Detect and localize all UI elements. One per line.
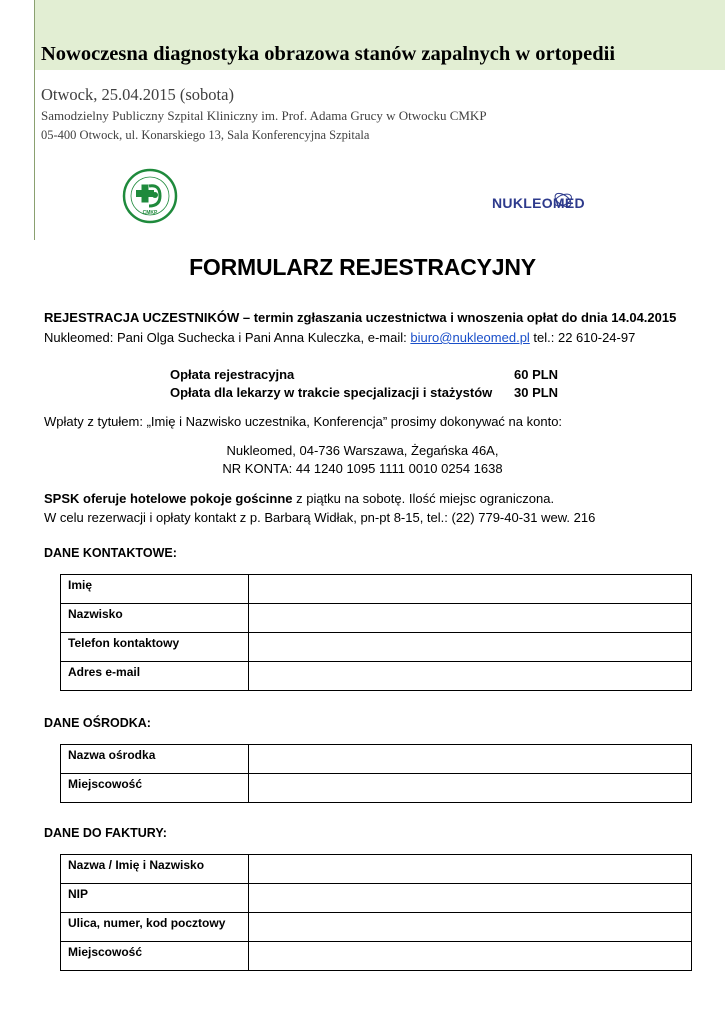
hotel-rest: z piątku na sobotę. Ilość miejsc ograniczona.	[292, 491, 555, 506]
account-line-2: NR KONTA: 44 1240 1095 1111 0010 0254 1638	[222, 461, 503, 476]
street-input[interactable]	[249, 913, 691, 941]
invoice-city-input[interactable]	[249, 942, 691, 970]
table-row	[61, 633, 692, 662]
hotel-bold: SPSK oferuje hotelowe pokoje gościnne	[44, 491, 293, 506]
institution-name-input[interactable]	[249, 745, 691, 773]
field-label: Nazwisko	[61, 604, 249, 633]
table-row	[61, 745, 692, 774]
conference-address: 05-400 Otwock, ul. Konarskiego 13, Sala Konferencyjna Szpitala	[41, 128, 370, 142]
fee-amount-2: 30 PLN	[514, 385, 559, 400]
section-contact-label: DANE KONTAKTOWE:	[44, 546, 177, 560]
field-label: Imię	[61, 575, 249, 604]
table-row	[61, 662, 692, 691]
registration-contact	[44, 330, 635, 346]
table-row	[61, 774, 692, 803]
nip-input[interactable]	[249, 884, 691, 912]
field-label: Nazwa / Imię i Nazwisko	[61, 855, 249, 884]
field-label: Adres e-mail	[61, 662, 249, 691]
section-invoice-label: DANE DO FAKTURY:	[44, 826, 167, 840]
fee-amount-1: 60 PLN	[514, 367, 559, 382]
last-name-input[interactable]	[249, 604, 691, 632]
institution-table	[60, 744, 692, 803]
table-row	[61, 884, 692, 913]
conference-date: Otwock, 25.04.2015 (sobota)	[41, 85, 234, 104]
field-label: NIP	[61, 884, 249, 913]
nukleomed-logo-text: NUKLEOMED	[492, 195, 585, 211]
invoice-table	[60, 854, 692, 971]
hotel-contact: W celu rezerwacji i opłaty kontakt z p. Barbarą Widłak, pn-pt 8-15, tel.: (22) 779-40-31 wew. 216	[44, 510, 596, 525]
table-row	[61, 575, 692, 604]
cmkp-logo-text: CMKP	[142, 210, 158, 216]
conference-venue: Samodzielny Publiczny Szpital Kliniczny im. Prof. Adama Grucy w Otwocku CMKP	[41, 108, 487, 123]
conference-title: Nowoczesna diagnostyka obrazowa stanów zapalnych w ortopedii	[41, 43, 616, 65]
contact-text: Nukleomed: Pani Olga Suchecka i Pani Anna Kuleczka, e-mail:	[44, 330, 411, 345]
section-institution-label: DANE OŚRODKA:	[44, 716, 151, 730]
form-title: FORMULARZ REJESTRACYJNY	[189, 254, 536, 280]
fee-label-1: Opłata rejestracyjna	[170, 367, 295, 382]
table-row	[61, 855, 692, 884]
payment-note: Wpłaty z tytułem: „Imię i Nazwisko uczestnika, Konferencja” prosimy dokonywać na konto:	[44, 414, 563, 429]
field-label: Ulica, numer, kod pocztowy	[61, 913, 249, 942]
first-name-input[interactable]	[249, 575, 691, 603]
institution-city-input[interactable]	[249, 774, 691, 802]
registration-heading: REJESTRACJA UCZESTNIKÓW – termin zgłaszania uczestnictwa i wnoszenia opłat do dnia 14.04.2015	[44, 310, 677, 325]
invoice-name-input[interactable]	[249, 855, 691, 883]
table-row	[61, 913, 692, 942]
contact-phone: tel.: 22 610-24-97	[529, 330, 636, 345]
nukleomed-logo	[492, 188, 602, 218]
table-row	[61, 604, 692, 633]
field-label: Nazwa ośrodka	[61, 745, 249, 774]
header-divider	[34, 0, 35, 240]
field-label: Miejscowość	[61, 774, 249, 803]
account-line-1: Nukleomed, 04-736 Warszawa, Żegańska 46A,	[226, 443, 499, 458]
fee-label-2: Opłata dla lekarzy w trakcie specjalizacji i stażystów	[170, 385, 493, 400]
email-input[interactable]	[249, 662, 691, 690]
email-link[interactable]: biuro@nukleomed.pl	[410, 330, 530, 345]
field-label: Miejscowość	[61, 942, 249, 971]
cmkp-logo	[122, 168, 178, 224]
phone-input[interactable]	[249, 633, 691, 661]
table-row	[61, 942, 692, 971]
contact-table	[60, 574, 692, 691]
hotel-info	[44, 491, 554, 507]
field-label: Telefon kontaktowy	[61, 633, 249, 662]
